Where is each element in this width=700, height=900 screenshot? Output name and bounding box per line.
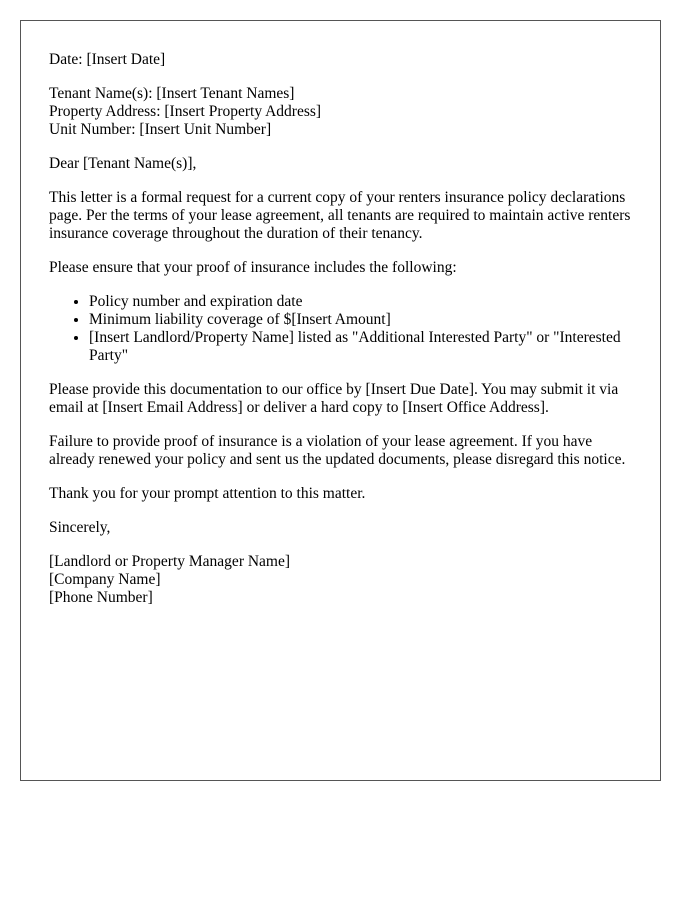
list-item: • Minimum liability coverage of $[Insert Amount] bbox=[89, 311, 632, 329]
phone-number: [Phone Number] bbox=[49, 589, 153, 606]
tenant-names: Tenant Name(s): [Insert Tenant Names] bbox=[49, 85, 295, 102]
list-intro: Please ensure that your proof of insurance includes the following: bbox=[49, 259, 457, 276]
date-line: Date: [Insert Date] bbox=[49, 51, 166, 68]
unit-number: Unit Number: [Insert Unit Number] bbox=[49, 121, 272, 138]
salutation: Dear [Tenant Name(s)], bbox=[49, 155, 197, 172]
requirements-list bbox=[49, 293, 632, 365]
list-item: • [Insert Landlord/Property Name] listed as "Additional Interested Party" or "Interested Party" bbox=[89, 329, 632, 365]
property-address: Property Address: [Insert Property Address] bbox=[49, 103, 322, 120]
closing: Sincerely, bbox=[49, 519, 111, 536]
company-name: [Company Name] bbox=[49, 571, 161, 588]
thanks-paragraph: Thank you for your prompt attention to this matter. bbox=[49, 485, 366, 502]
signature-block bbox=[49, 553, 632, 607]
intro-paragraph: This letter is a formal request for a current copy of your renters insurance policy declarations page. Per the terms of your lease agreement, all tenants are required to maintain active renters insurance coverage throughout the duration of their tenancy. bbox=[49, 189, 631, 242]
recipient-block bbox=[49, 85, 632, 139]
letter bbox=[20, 20, 661, 781]
submission-paragraph: Please provide this documentation to our office by [Insert Due Date]. You may submit it via email at [Insert Email Address] or deliver a hard copy to [Insert Office Address]. bbox=[49, 381, 619, 416]
violation-paragraph: Failure to provide proof of insurance is a violation of your lease agreement. If you have already renewed your policy and sent us the updated documents, please disregard this notice. bbox=[49, 433, 626, 468]
signer-name: [Landlord or Property Manager Name] bbox=[49, 553, 291, 570]
list-item: • Policy number and expiration date bbox=[89, 293, 632, 311]
